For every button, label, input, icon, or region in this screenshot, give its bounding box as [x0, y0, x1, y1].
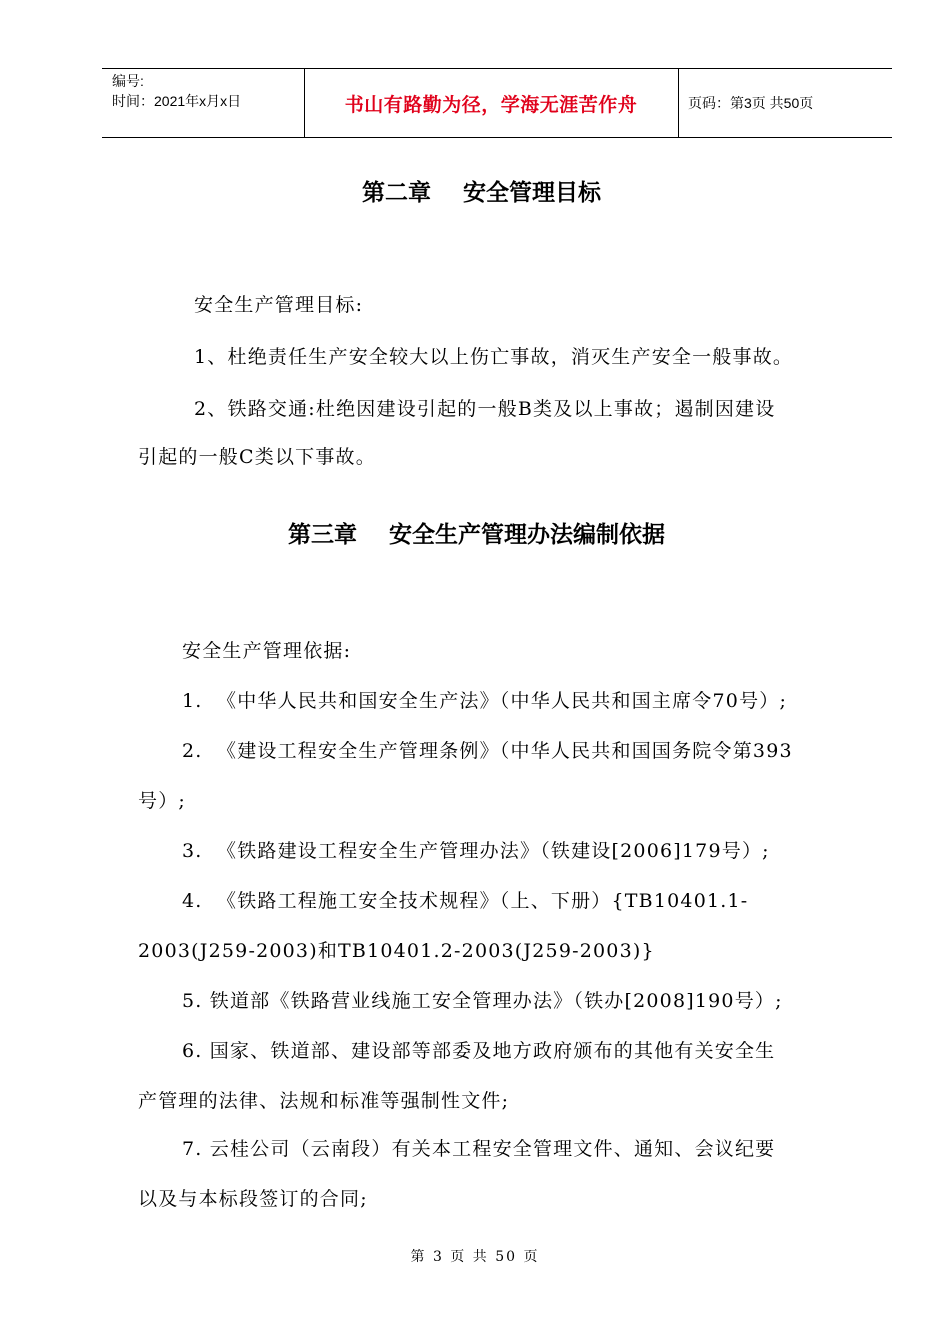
chapter-2-intro: 安全生产管理目标:	[194, 294, 364, 316]
header-divider	[678, 69, 679, 137]
basis-item-5: 5. 铁道部《铁路营业线施工安全管理办法》（铁办[2008]190号）;	[182, 990, 783, 1012]
basis-item-1: 1. 《中华人民共和国安全生产法》（中华人民共和国主席令70号）;	[182, 690, 788, 712]
chapter-2-item-2-cont: 引起的一般C类以下事故。	[138, 446, 376, 468]
chapter-2-item-2: 2、铁路交通:杜绝因建设引起的一般B类及以上事故；遏制因建设	[194, 398, 776, 420]
basis-item-3: 3. 《铁路建设工程安全生产管理办法》（铁建设[2006]179号）;	[182, 840, 770, 862]
basis-item-7: 7. 云桂公司（云南段）有关本工程安全管理文件、通知、会议纪要	[182, 1138, 776, 1160]
page-footer: 第 3 页 共 50 页	[410, 1249, 540, 1265]
basis-item-2-cont: 号）;	[138, 790, 187, 812]
header-meta	[112, 71, 241, 111]
header-motto: 书山有路勤为径，学海无涯苦作舟	[344, 93, 638, 116]
basis-item-2: 2. 《建设工程安全生产管理条例》（中华人民共和国国务院令第393	[182, 740, 793, 762]
basis-item-6-cont: 产管理的法律、法规和标准等强制性文件;	[138, 1090, 510, 1112]
chapter-2-title: 第二章 安全管理目标	[362, 180, 602, 206]
basis-item-6: 6. 国家、铁道部、建设部等部委及地方政府颁布的其他有关安全生	[182, 1040, 776, 1062]
number-label: 编号:	[112, 73, 144, 89]
page-header	[102, 68, 892, 138]
chapter-3-title: 第三章 安全生产管理办法编制依据	[288, 522, 666, 548]
chapter-2-item-1: 1、杜绝责任生产安全较大以上伤亡事故，消灭生产安全一般事故。	[194, 346, 794, 368]
chapter-3-intro: 安全生产管理依据:	[182, 640, 352, 662]
time-label: 时间：2021年x月x日	[112, 93, 242, 109]
basis-item-4: 4. 《铁路工程施工安全技术规程》（上、下册）{TB10401.1-	[182, 890, 749, 912]
header-page-info: 页码：第3页 共50页	[688, 95, 814, 111]
basis-item-4-cont: 2003(J259-2003)和TB10401.2-2003(J259-2003)}	[138, 940, 655, 962]
basis-item-7-cont: 以及与本标段签订的合同;	[138, 1188, 368, 1210]
